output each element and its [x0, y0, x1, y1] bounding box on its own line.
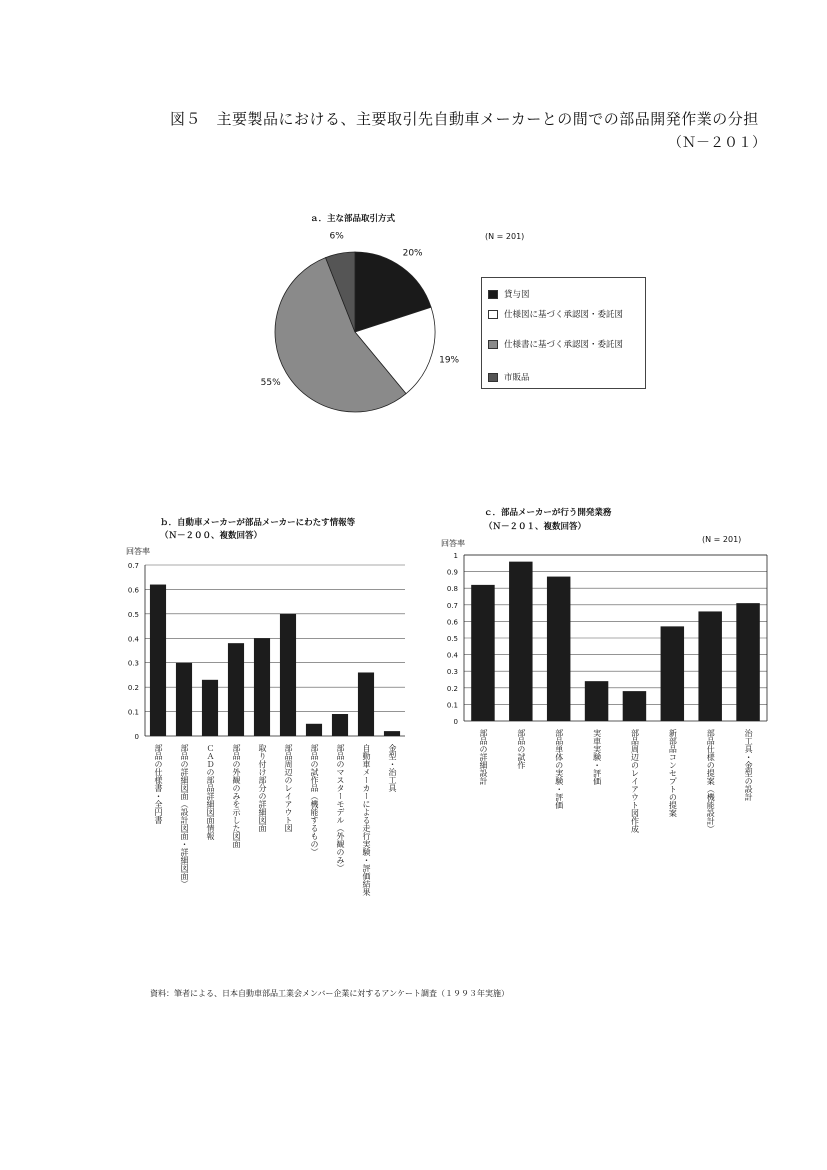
x-category-label: 部品周辺のレイアウト図作成: [630, 729, 640, 833]
x-category-label: 自動車メーカーによる走行実験・評価結果: [362, 744, 371, 896]
x-category-label: 部品単体の実験・評価: [554, 729, 564, 809]
y-tick-label: 0.5: [127, 610, 139, 619]
x-category-label: 部品の外観のみを示した図面: [232, 744, 241, 848]
pie-slice-label: 6%: [329, 231, 344, 242]
x-category-label: 部品の詳細設計: [478, 729, 488, 785]
bar-c-n-note: (N = 201): [702, 535, 742, 544]
y-tick-label: 0.8: [446, 585, 458, 594]
y-tick-label: 0.1: [446, 701, 458, 710]
x-category-label: 金型・治工具: [388, 744, 397, 792]
y-tick-label: 0: [453, 718, 458, 726]
bar: [176, 663, 192, 736]
legend-item: [488, 288, 530, 300]
pie-slice-label: 19%: [439, 355, 460, 366]
pie-n-note: (N = 201): [485, 232, 525, 241]
bar: [471, 585, 494, 721]
legend-label: 仕様図に基づく承認図・委託図: [504, 310, 624, 320]
y-tick-label: 0.7: [127, 562, 139, 570]
bar: [228, 643, 244, 736]
legend-item: [488, 308, 623, 320]
y-tick-label: 0.6: [446, 618, 458, 627]
y-tick-label: 0.3: [446, 668, 458, 677]
y-tick-label: 0.3: [127, 659, 139, 668]
x-category-label: 部品周辺のレイアウト図: [284, 744, 293, 832]
bar-c-title: ｃ．部品メーカーが行う開発業務: [484, 508, 612, 518]
bar: [358, 672, 374, 736]
y-tick-label: 1: [453, 552, 458, 560]
bar: [509, 562, 532, 721]
y-tick-label: 0.2: [127, 684, 139, 693]
pie-slice-label: 55%: [260, 377, 281, 388]
y-tick-label: 0.5: [446, 635, 458, 643]
legend-item: [488, 371, 530, 383]
legend-label: 市販品: [504, 373, 530, 383]
pie-legend: [481, 277, 646, 389]
legend-label: 貸与図: [504, 290, 530, 300]
bar: [254, 638, 270, 736]
x-category-label: 部品の仕様書・全円書: [154, 744, 163, 824]
x-category-label: 治工具・金型の設計: [744, 729, 754, 801]
bar: [736, 603, 759, 721]
bar-c-ylabel: 回答率: [441, 539, 465, 548]
legend-swatch-mid-icon: [488, 373, 498, 382]
bar: [306, 724, 322, 736]
bar: [623, 691, 646, 721]
pie-chart: [250, 230, 460, 430]
x-category-label: 部品のマスターモデル（外観のみ）: [336, 744, 345, 872]
x-category-label: 実車実験・評価: [592, 729, 602, 785]
bar: [384, 731, 400, 736]
x-category-label: 取り付け部分の詳細図面: [258, 744, 267, 832]
x-category-label: 部品の詳細図面（設計図面・詳細図面）: [180, 744, 189, 888]
legend-swatch-dark-icon: [488, 290, 498, 299]
bar-chart-b: [115, 555, 415, 750]
legend-label: 仕様書に基づく承認図・委託図: [504, 340, 624, 350]
y-tick-label: 0: [134, 733, 139, 741]
footnote: 資料：筆者による、日本自動車部品工業会メンバー企業に対するアンケート調査（１９９３年実施）: [150, 989, 509, 998]
x-category-label: 部品の試作: [516, 729, 526, 769]
x-category-label: ＣＡＤの部品詳細図面情報: [206, 744, 215, 840]
bar: [150, 585, 166, 736]
y-tick-label: 0.4: [446, 651, 458, 660]
pie-slice-label: 20%: [402, 248, 423, 259]
y-tick-label: 0.6: [127, 586, 139, 595]
y-tick-label: 0.1: [127, 708, 139, 717]
bar-c-subtitle: （Ｎ－２０１、複数回答）: [484, 522, 587, 532]
bar: [585, 681, 608, 721]
x-category-label: 部品の試作品（機能するもの）: [310, 744, 319, 856]
bar-b-ylabel: 回答率: [126, 547, 150, 556]
bar: [547, 577, 570, 721]
y-tick-label: 0.4: [127, 635, 139, 644]
bar: [332, 714, 348, 736]
legend-swatch-gray-icon: [488, 340, 498, 349]
page-title: 図５ 主要製品における、主要取引先自動車メーカーとの間での部品開発作業の分担: [170, 110, 759, 128]
y-tick-label: 0.7: [446, 601, 458, 610]
bar-b-title: ｂ．自動車メーカーが部品メーカーにわたす情報等: [160, 518, 356, 528]
y-tick-label: 0.2: [446, 684, 458, 693]
x-category-label: 新部品コンセプトの提案: [668, 729, 678, 817]
bar: [202, 680, 218, 736]
y-tick-label: 0.9: [446, 568, 458, 577]
bar: [280, 614, 296, 736]
legend-swatch-white-icon: [488, 310, 498, 319]
bar-chart-c: [430, 545, 775, 735]
bar-b-subtitle: （Ｎ－２００、複数回答）: [160, 531, 263, 541]
bar: [698, 611, 721, 721]
x-category-label: 部品仕様の提案（機能設計）: [706, 729, 716, 833]
legend-item: [488, 338, 623, 350]
page-subtitle: （Ｎ－２０１）: [668, 135, 766, 151]
pie-title: ａ．主な部品取引方式: [310, 214, 396, 224]
bar: [661, 626, 684, 721]
